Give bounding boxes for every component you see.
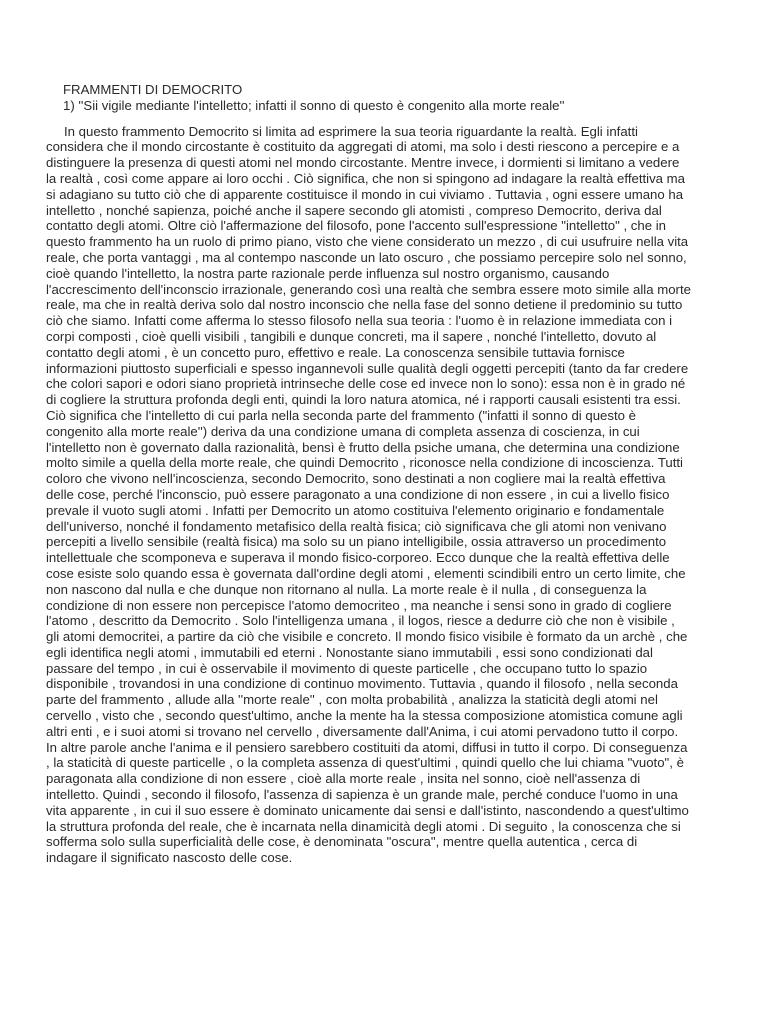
- paragraph-line: si adagiano su tutto ciò che di apparente costituisce il mondo in cui viviamo . Tuttavia , ogni essere umano ha: [46, 186, 684, 202]
- paragraph-line: intelletto. Quindi , secondo il filosofo, l'assenza di sapienza è un grande male, perché conduce l'uomo in una: [46, 787, 678, 803]
- paragraph-line: congenito alla morte reale'') deriva da una condizione umana di completa assenza di coscienza, in cui: [46, 423, 640, 439]
- paragraph-line: contatto degli atomi , è un concetto puro, effettivo e reale. La conoscenza sensibile tuttavia fornisce: [46, 344, 625, 360]
- paragraph-line: percepiti a livello sensibile (realtà fisica) ma solo su un piano intelligibile, ossia attraverso un procedimento: [46, 534, 667, 550]
- document-body: [46, 82, 746, 866]
- paragraph-line: indagare il significato nascosto delle cose.: [46, 850, 293, 866]
- paragraph-line: l'accrescimento dell'inconscio irrazionale, generando così una realtà che sembra essere moto simile alla morte: [46, 281, 691, 297]
- paragraph-line: paragonata alla condizione di non essere , cioè alla morte reale , insita nel sonno, cioè nell'assenza di: [46, 771, 641, 787]
- paragraph-line: coloro che vivono nell'incoscienza, secondo Democrito, sono destinati a non cogliere mai la realtà effettiva: [46, 471, 666, 487]
- paragraph-line: parte del frammento , allude alla ''morte reale'' , con molta probabilità , analizza la staticità degli atomi nel: [46, 692, 658, 708]
- paragraph-line: , la staticità di queste particelle , o la completa assenza di quest'ultimi , quindi quello che lui chiama "vuoto", è: [46, 755, 684, 771]
- paragraph-line: egli identifica negli atomi , immutabili ed eterni . Nonostante siano immutabili , essi sono condizionati dal: [46, 644, 653, 660]
- paragraph-line: intellettuale che scomponeva e superava il mondo fisico-corporeo. Ecco dunque che la realtà effettiva delle: [46, 550, 670, 566]
- paragraph-line: delle cose, perché l'inconscio, può essere paragonato a una condizione di non essere , in cui a livello fisico: [46, 486, 670, 502]
- paragraph-line: considera che il mondo circostante è costituito da aggregati di atomi, ma solo i desti riescono a percepire e a: [46, 139, 680, 155]
- paragraph-line: non nascono dal nulla e che dunque non ritornano al nulla. La morte reale è il nulla , di conseguenza la: [46, 581, 647, 597]
- paragraph-line: intelletto , nonché sapienza, poiché anche il sapere secondo gli atomisti , compreso Democrito, deriva dal: [46, 202, 662, 218]
- document-title: FRAMMENTI DI DEMOCRITO: [63, 82, 243, 97]
- paragraph-line: In questo frammento Democrito si limita ad esprimere la sua teoria riguardante la realtà. Egli infatti: [64, 123, 638, 139]
- paragraph-line: In altre parole anche l'anima e il pensiero sarebbero costituiti da atomi, diffusi in tutto il corpo. Di conseguenza: [46, 739, 688, 755]
- paragraph-line: prevale il vuoto sugli atomi . Infatti per Democrito un atomo costituiva l'elemento originario e fondamentale: [46, 502, 665, 518]
- paragraph-line: informazioni piuttosto superficiali e spesso ingannevoli sulle qualità degli oggetti percepiti (tanto da far credere: [46, 360, 689, 376]
- fragment-quote: 1) ''Sii vigile mediante l'intelletto; infatti il sonno di questo è congenito alla morte reale'': [63, 97, 565, 113]
- paragraph-line: sofferma solo sulla superficialità delle cose, è denominata "oscura", mentre quella autentica , cerca di: [46, 834, 638, 850]
- paragraph-line: l'intelletto non è governato dalla razionalità, bensì è frutto della psiche umana, che determina una condizione: [46, 439, 680, 455]
- paragraph-line: distinguere la presenza di questi atomi nel mondo circostante. Mentre invece, i dormienti si limitano a vedere: [46, 155, 680, 171]
- paragraph-line: la struttura profonda del reale, che è incarnata nella dinamicità degli atomi . Di seguito , la conoscenza che si: [46, 818, 681, 834]
- paragraph-line: cervello , visto che , secondo quest'ultimo, anche la mente ha la stessa composizione atomistica comune agli: [46, 708, 683, 724]
- paragraph-line: disponibile , trovandosi in una condizione di continuo movimento. Tuttavia , quando il filosofo , nella seconda: [46, 676, 678, 692]
- paragraph-line: dell'universo, nonché il fondamento metafisico della realtà fisica; ciò significava che gli atomi non venivano: [46, 518, 667, 534]
- paragraph-line: la realtà , così come appare ai loro occhi . Ciò significa, che non si spingono ad indagare la realtà effettiva ma: [46, 170, 685, 186]
- paragraph-line: reale, che porta vantaggi , ma al contempo nasconde un lato oscuro , che possiamo percepire solo nel sonno,: [46, 249, 687, 265]
- paragraph-line: altri enti , e i suoi atomi si trovano nel cervello , diversamente dall'Anima, i cui atomi pervadono tutto il corpo.: [46, 723, 679, 739]
- paragraph-line: di cogliere la struttura profonda degli enti, quindi la loro natura atomica, né i rapporti causali esistenti tra essi.: [46, 392, 681, 408]
- paragraph-line: cioè quando l'intelletto, la nostra parte razionale perde influenza sul nostro organismo, causando: [46, 265, 610, 281]
- paragraph-line: contatto degli atomi. Oltre ciò l'affermazione del filosofo, pone l'accento sull'espressione "intelletto" , che in: [46, 218, 666, 234]
- paragraph: [46, 124, 746, 866]
- paragraph-line: Ciò significa che l'intelletto di cui parla nella seconda parte del frammento ("infatti il sonno di questo è: [46, 407, 636, 423]
- paragraph-line: gli atomi democritei, a partire da ciò che visibile e concreto. Il mondo fisico visibile è formato da un archè , che: [46, 629, 688, 645]
- paragraph-line: corpi composti , cioè quelli visibili , tangibili e dunque concreti, ma il sapere , nonché l'intelletto, dovuto al: [46, 328, 657, 344]
- paragraph-line: condizione di non essere non percepisce l'atomo democriteo , ma neanche i sensi sono in grado di cogliere: [46, 597, 672, 613]
- paragraph-line: reale, ma che in realtà deriva solo dal nostro inconscio che nella fase del sonno detiene il predominio su tutto: [46, 297, 683, 313]
- paragraph-line: cose esiste solo quando essa è governata dall'ordine degli atomi , elementi scindibili entro un certo limite, che: [46, 565, 686, 581]
- paragraph-line: passare del tempo , in cui è osservabile il movimento di queste particelle , che occupano tutto lo spazio: [46, 660, 648, 676]
- paragraph-line: l'atomo , descritto da Democrito . Solo l'intelligenza umana , il logos, riesce a dedurre ciò che non è visibile ,: [46, 613, 675, 629]
- paragraph-line: che colori sapori e odori siano proprietà intrinseche delle cose ed invece non lo sono): essa non è in grado né: [46, 376, 686, 392]
- paragraph-line: vita apparente , in cui il suo essere è dominato unicamente dai sensi e dall'istinto, nascondendo a quest'ultimo: [46, 802, 689, 818]
- paragraph-line: ciò che siamo. Infatti come afferma lo stesso filosofo nella sua teoria : l'uomo è in relazione immediata con i: [46, 313, 673, 329]
- paragraph-line: questo frammento ha un ruolo di primo piano, visto che viene considerato un mezzo , di cui usufruire nella vita: [46, 234, 689, 250]
- paragraph-line: molto simile a quella della morte reale, che quindi Democrito , riconosce nella condizione di incoscienza. Tutti: [46, 455, 683, 471]
